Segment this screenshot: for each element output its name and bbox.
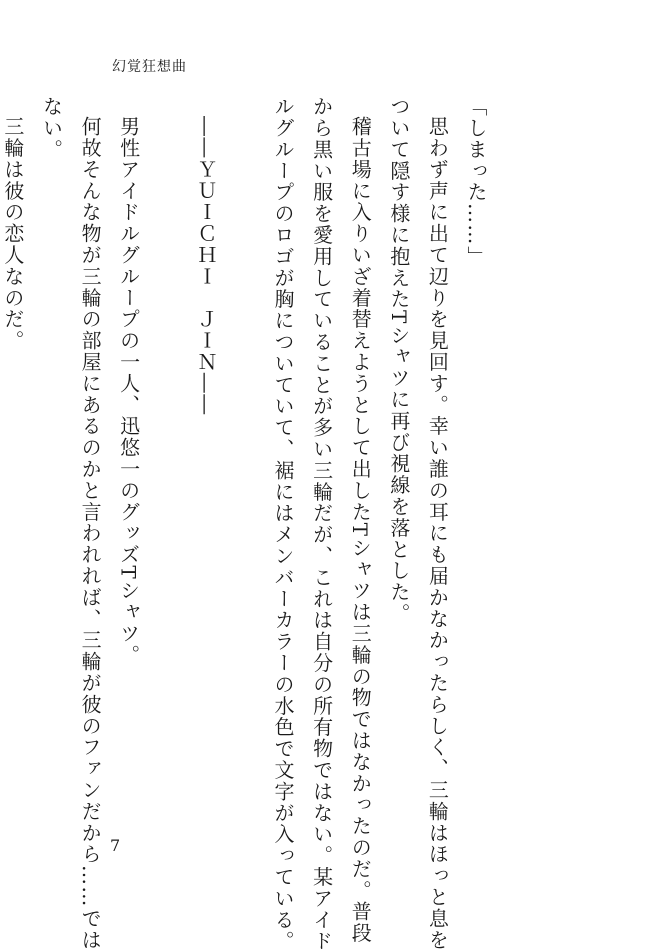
running-head: 幻覚狂想曲: [112, 59, 187, 75]
text-line: 「しまった……」: [464, 96, 488, 268]
text-line: ない。: [39, 96, 64, 161]
text-line: 何故そんな物が三輪の部屋にあるのかと言われれば、三輪が彼のファンだから……では: [78, 116, 103, 951]
name-heading: ――ＹＵＩＣＨＩ ＪＩＮ――: [193, 116, 218, 416]
text-line: ついて隠す様に抱えたTシャツに再び視線を落とした。: [386, 96, 411, 625]
text-line: 稽古場に入りいざ着替えようとして出したTシャツは三輪の物ではなかったのだ。普段: [348, 116, 373, 944]
blank-line: [225, 96, 264, 816]
text-line: 三輪は彼の恋人なのだ。: [0, 116, 25, 352]
blank-line: [148, 96, 187, 816]
body-text: [0, 96, 495, 952]
text-line: から黒い服を愛用していることが多い三輪だが、これは自分の所有物ではない。某アイド: [309, 96, 334, 952]
text-line: 思わず声に出て辺りを見回す。幸い誰の耳にも届かなかったらしく、三輪はほっと息を: [425, 116, 450, 951]
text-line: 男性アイドルグループの一人、迅悠一のグッズTシャツ。: [116, 116, 141, 666]
page-number: 7: [110, 836, 121, 855]
text-line: ルグループのロゴが胸についていて、裾にはメンバーカラーの水色で文字が入っている。: [271, 96, 296, 952]
